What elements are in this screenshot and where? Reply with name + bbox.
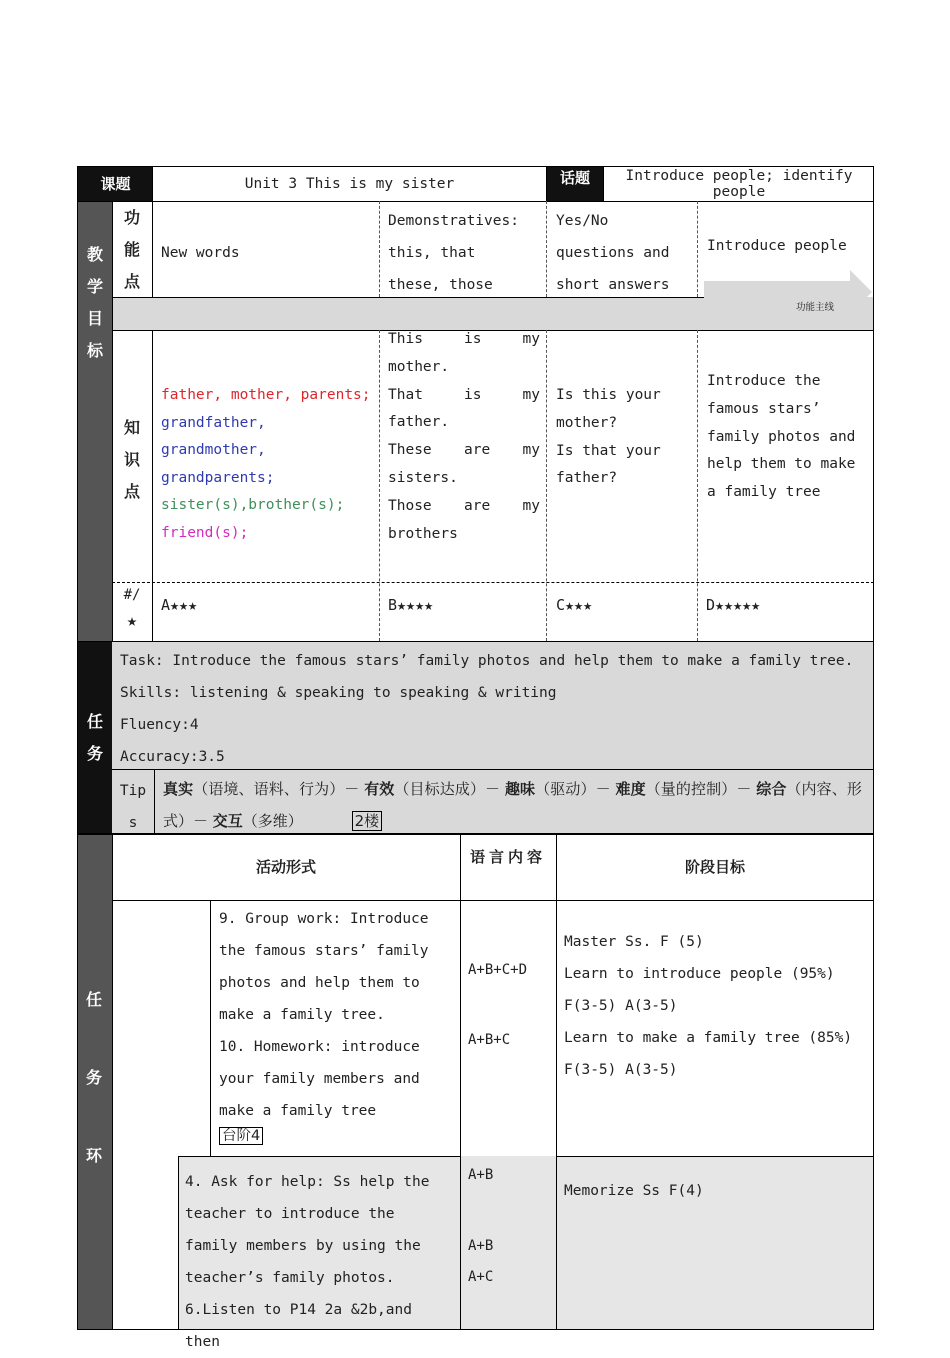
sentence-list	[388, 326, 540, 548]
grid-line	[112, 201, 113, 641]
level-b: B★★★★	[388, 596, 434, 614]
tip-keyword: 综合	[756, 780, 787, 798]
tips-tag: 2楼	[352, 811, 383, 831]
step3-lang-3: A+C	[468, 1269, 494, 1285]
grid-line	[112, 582, 874, 583]
grid-line	[556, 1156, 874, 1157]
grid-line	[152, 201, 153, 297]
function-line-label: 功能主线	[796, 302, 835, 313]
col-activity-header: 活动形式	[255, 858, 316, 876]
grid-line	[77, 166, 78, 1330]
tip-keyword: 难度	[615, 780, 646, 798]
subject-value-cell	[604, 167, 874, 201]
tip-keyword: 有效	[364, 780, 395, 798]
objectives-side-char: 学	[86, 277, 103, 296]
function-new-words: New words	[161, 245, 240, 261]
tips-label: Tips	[119, 783, 147, 831]
function-yes-no: Yes/No questions and short answers	[556, 213, 670, 293]
activities-side-char: 务	[86, 1068, 103, 1087]
grid-line	[152, 330, 153, 641]
subject-value: Introduce people; identify people	[625, 168, 853, 200]
subject-label-cell	[546, 167, 604, 201]
task-line: Fluency:4	[120, 717, 199, 733]
tip-keyword: 交互	[212, 812, 243, 830]
tip-desc: （量的控制）－	[645, 780, 757, 798]
objectives-side-char: 教	[86, 245, 103, 264]
tips-label-cell	[112, 769, 154, 833]
step4-tag: 台阶4	[219, 1127, 263, 1145]
grid-line	[152, 166, 153, 201]
function-label-char: 功	[123, 208, 140, 227]
grid-line	[77, 201, 874, 202]
grid-line	[556, 835, 557, 1330]
task-line: Accuracy:3.5	[120, 749, 225, 765]
word-group-family: father, mother, parents;	[161, 387, 371, 403]
task-box	[112, 641, 874, 769]
grid-line	[178, 1156, 179, 1330]
tips-content	[154, 769, 874, 833]
grid-line	[154, 769, 155, 833]
knowledge-label-char: 点	[123, 482, 140, 501]
grid-line	[112, 835, 113, 1330]
step3-lang-1: A+B	[468, 1167, 494, 1183]
sentence-item: These are my sisters.	[388, 442, 540, 486]
task-side-char: 任	[86, 711, 103, 731]
tip-desc: （内容、形式）－	[163, 780, 862, 830]
question-list: Is this your mother? Is that your father?	[556, 387, 661, 487]
subject-label: 话题	[559, 169, 590, 187]
grid-line	[603, 166, 604, 201]
step4-activity-text: 9. Group work: Introduce the famous stars’ family photos and help them to make a family tree. 10. Homework: introduce your family members and make a family tree	[219, 911, 429, 1119]
topic-label-cell	[78, 167, 153, 201]
grid-line	[77, 1329, 874, 1330]
function-label-char: 点	[123, 272, 140, 291]
word-list	[161, 382, 376, 547]
function-demonstratives: Demonstratives: this, that these, those	[388, 213, 519, 293]
topic-value: Unit 3 This is my sister	[244, 176, 455, 192]
word-group-friends: friend(s);	[161, 524, 249, 541]
level-label	[112, 582, 152, 640]
task-side-char: 务	[86, 743, 103, 763]
step4-activity	[210, 903, 458, 1145]
grid-line	[546, 201, 547, 297]
grid-line	[460, 835, 461, 1330]
function-line-arrow	[704, 270, 874, 330]
grid-line	[697, 201, 698, 297]
word-group-siblings: sister(s),brother(s);	[161, 497, 345, 513]
grid-line	[697, 330, 698, 641]
star-icon: ★	[126, 611, 138, 631]
tip-desc: （驱动）－	[535, 780, 616, 798]
grid-line	[112, 900, 874, 901]
function-label-char: 能	[123, 240, 140, 259]
tip-desc: （多维）	[242, 812, 303, 830]
tip-keyword: 真实	[163, 780, 194, 798]
grid-line	[546, 330, 547, 641]
grid-line	[77, 833, 874, 835]
grid-line	[379, 201, 380, 297]
activities-side-char: 任	[86, 990, 103, 1009]
task-goal: Introduce the famous stars’ family photos and help them to make a family tree	[707, 373, 856, 501]
step3-goal: Memorize Ss F(4)	[564, 1183, 704, 1199]
sentence-item: That is my father.	[388, 386, 540, 431]
level-label-top: #/	[123, 587, 141, 603]
grid-line	[546, 166, 547, 201]
step4-goal: Master Ss. F (5) Learn to introduce people (95%) F(3-5) A(3-5) Learn to make a family tree (85%) F(3-5) A(3-5)	[564, 934, 853, 1078]
task-line: Skills: listening & speaking to speaking & writing	[120, 685, 557, 701]
tip-desc: （语境、语料、行为）－	[193, 780, 365, 798]
word-group-grand: grandfather, grandmother, grandparents;	[161, 414, 275, 486]
activities-side-label	[78, 835, 112, 1330]
knowledge-label-char: 知	[123, 418, 140, 437]
level-d: D★★★★★	[706, 596, 761, 614]
grid-line	[112, 297, 704, 298]
topic-value-cell	[153, 167, 546, 201]
topic-label: 课题	[100, 175, 131, 193]
task-side-label	[78, 641, 112, 834]
grid-line	[379, 330, 380, 641]
level-a: A★★★	[161, 596, 198, 614]
grid-line	[77, 166, 874, 167]
knowledge-label	[112, 412, 152, 508]
objectives-side-char: 目	[86, 309, 103, 328]
grid-line	[77, 641, 874, 642]
function-introduce: Introduce people	[707, 238, 847, 254]
objectives-side-label	[78, 201, 112, 641]
tip-keyword: 趣味	[504, 780, 536, 798]
grid-line	[112, 769, 874, 770]
task-line: Task: Introduce the famous stars’ family photos and help them to make a family tree.	[120, 653, 854, 669]
sentence-item: This is my mother.	[388, 331, 540, 375]
objectives-side-char: 标	[86, 341, 103, 360]
col-language-header: 语言内容	[469, 848, 546, 866]
step3-lang-2: A+B	[468, 1238, 494, 1254]
grid-line	[112, 330, 874, 331]
knowledge-label-char: 识	[123, 450, 140, 469]
step3-activity-text: 4. Ask for help: Ss help the teacher to introduce the family members by using the teacher’s family photos. 6.Listen to P14 2a &2b,and then	[185, 1174, 430, 1350]
level-c: C★★★	[556, 596, 593, 614]
col-goal-header: 阶段目标	[684, 858, 745, 876]
tip-desc: （目标达成）－	[394, 780, 505, 798]
function-label	[112, 203, 152, 297]
activities-side-char: 环	[86, 1146, 103, 1165]
sentence-item: Those are my brothers	[388, 497, 540, 542]
grid-line	[178, 1156, 460, 1157]
step4-lang-2: A+B+C	[468, 1032, 511, 1048]
step4-lang-1: A+B+C+D	[468, 962, 528, 978]
grid-line	[210, 900, 211, 1156]
